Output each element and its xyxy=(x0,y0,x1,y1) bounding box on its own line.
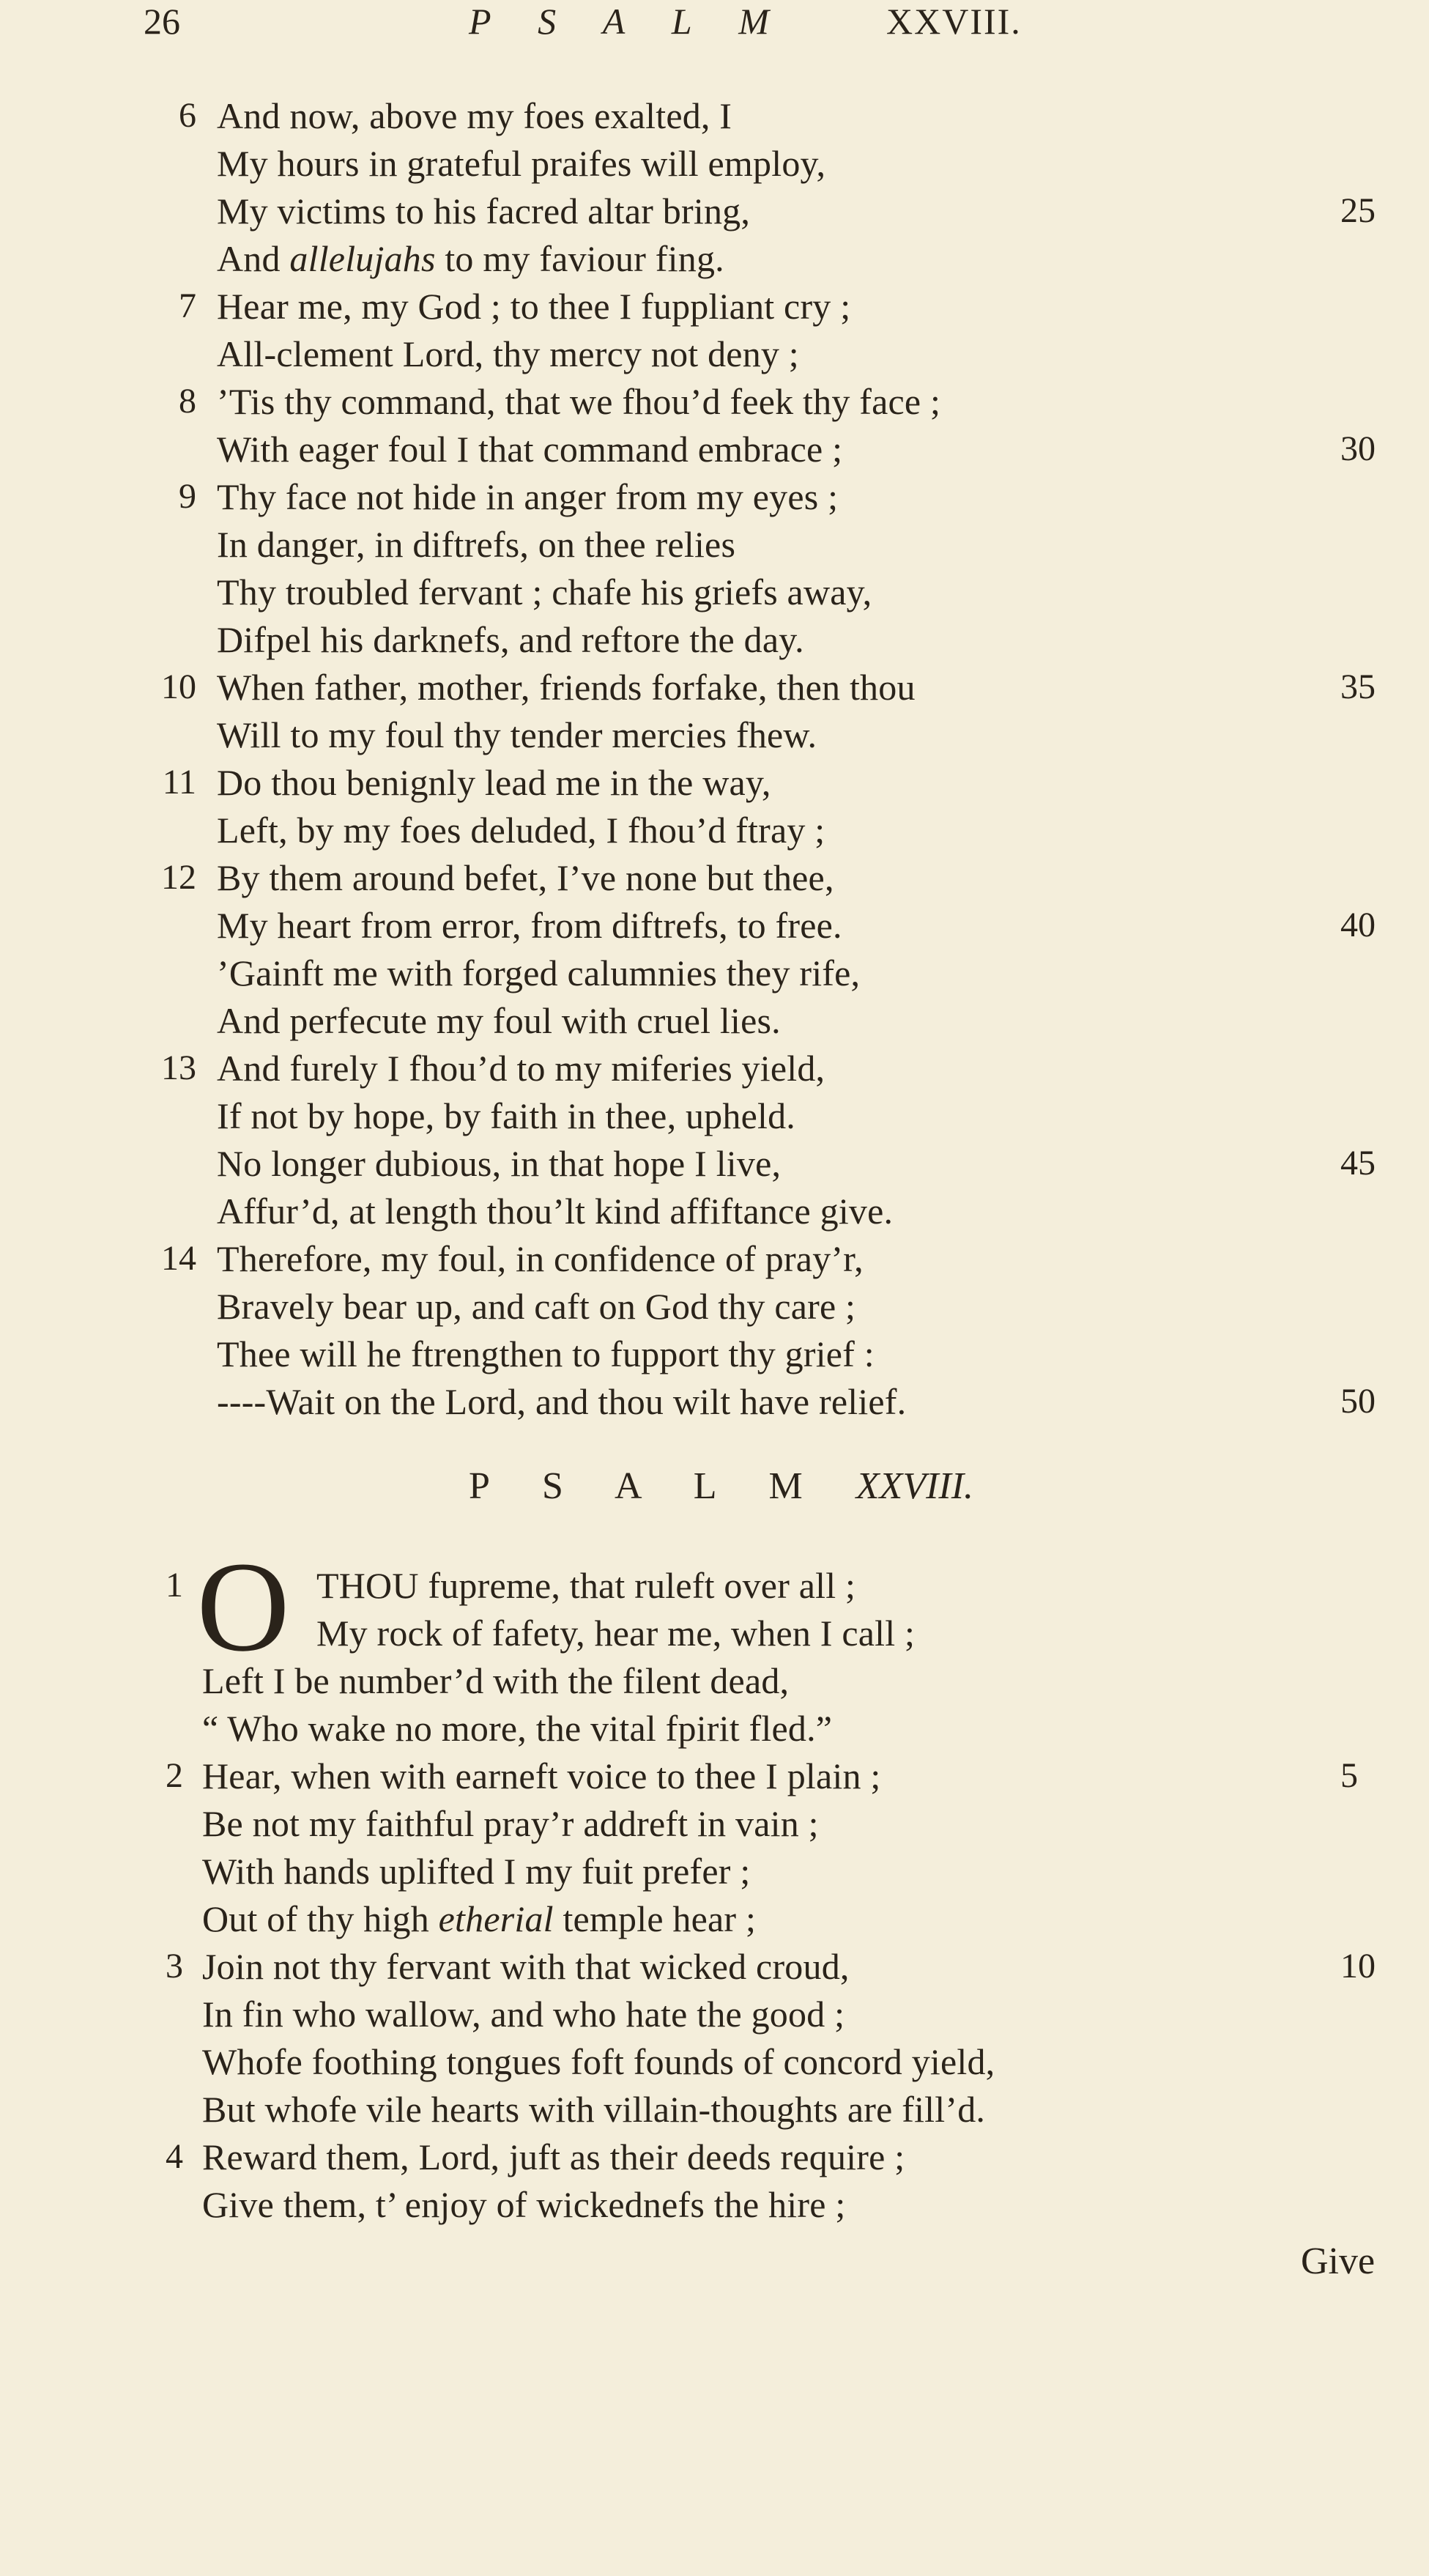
verse-line: Give them, t’ enjoy of wickednefs the hire ; xyxy=(202,2184,846,2225)
verse-line: Whofe foothing tongues foft founds of concord yield, xyxy=(202,2041,995,2082)
verse-line-part: And xyxy=(217,238,290,279)
verse-line: Join not thy fervant with that wicked croud, xyxy=(202,1946,850,1987)
line-number: 50 xyxy=(1340,1382,1376,1421)
verse-line: And perfecute my foul with cruel lies. xyxy=(217,1000,781,1041)
verse-line: Left, by my foes deluded, I fhou’d ftray ; xyxy=(217,810,825,851)
verse-number: 8 xyxy=(179,382,196,421)
verse-line: Hear, when with earneft voice to thee I plain ; xyxy=(202,1755,881,1796)
verse-line: Left I be number’d with the filent dead, xyxy=(202,1660,790,1701)
line-number: 45 xyxy=(1340,1144,1376,1182)
line-number: 35 xyxy=(1340,667,1376,706)
verse-line: Therefore, my foul, in confidence of pray’r, xyxy=(217,1238,864,1279)
verse-line: Affur’d, at length thou’lt kind affiftance give. xyxy=(217,1191,894,1232)
verse-line: In danger, in diftrefs, on thee relies xyxy=(217,524,736,565)
verse-line: Do thou benignly lead me in the way, xyxy=(217,762,771,803)
verse-line: And furely I fhou’d to my miferies yield, xyxy=(217,1048,825,1089)
verse-line xyxy=(202,1897,756,1941)
verse-line: My victims to his facred altar bring, xyxy=(217,190,751,232)
verse-line: Hear me, my God ; to thee I fuppliant cry ; xyxy=(217,286,851,327)
verse-line: Thee will he ftrengthen to fupport thy grief : xyxy=(217,1333,875,1374)
verse-line: My heart from error, from diftrefs, to free. xyxy=(217,905,842,946)
verse-number: 14 xyxy=(161,1239,196,1278)
verse-line: My hours in grateful praifes will employ, xyxy=(217,143,826,184)
verse-line: But whofe vile hearts with villain-thoughts are fill’d. xyxy=(202,2089,986,2130)
verse-line: All-clement Lord, thy mercy not deny ; xyxy=(217,333,799,374)
line-number: 10 xyxy=(1340,1947,1376,1985)
verse-line: Be not my faithful pray’r addreft in vain ; xyxy=(202,1803,819,1844)
verse-line: When father, mother, friends forfake, then thou xyxy=(217,667,916,708)
italic-word: etherial xyxy=(438,1898,554,1939)
verse-line: By them around befet, I’ve none but thee, xyxy=(217,857,834,898)
line-number: 30 xyxy=(1340,429,1376,468)
line-number: 25 xyxy=(1340,191,1376,230)
verse-number: 2 xyxy=(166,1756,183,1795)
verse-line-part: to my faviour fing. xyxy=(435,238,724,279)
drop-cap: O xyxy=(196,1536,290,1679)
verse-line-part: Out of thy high xyxy=(202,1898,439,1939)
psalm-title-word: P S A L M xyxy=(469,1465,825,1507)
psalm-title-number: XXVIII. xyxy=(855,1465,974,1507)
running-title: P S A L M xyxy=(469,1,788,42)
verse-number: 4 xyxy=(166,2137,183,2176)
running-psalm-number: XXVIII. xyxy=(886,1,1022,42)
page-number: 26 xyxy=(144,1,180,42)
verse-line: ’Gainft me with forged calumnies they rife, xyxy=(217,952,861,993)
verse-number: 1 xyxy=(166,1566,183,1605)
verse-line: If not by hope, by faith in thee, upheld. xyxy=(217,1095,795,1136)
verse-line xyxy=(217,237,724,281)
verse-number: 11 xyxy=(162,763,196,802)
verse-line: Thy troubled fervant ; chafe his griefs away, xyxy=(217,571,872,612)
verse-line: Bravely bear up, and caft on God thy care ; xyxy=(217,1286,856,1327)
verse-number: 12 xyxy=(161,858,196,897)
line-number: 5 xyxy=(1340,1756,1358,1795)
verse-line: No longer dubious, in that hope I live, xyxy=(217,1143,782,1184)
verse-number: 3 xyxy=(166,1947,183,1985)
verse-line: With hands uplifted I my fuit prefer ; xyxy=(202,1851,751,1892)
verse-number: 6 xyxy=(179,96,196,135)
verse-line: “ Who wake no more, the vital fpirit fled.” xyxy=(202,1708,833,1749)
verse-line: Reward them, Lord, juft as their deeds require ; xyxy=(202,2136,905,2177)
verse-line: Difpel his darknefs, and reftore the day. xyxy=(217,619,804,660)
verse-line: Will to my foul thy tender mercies fhew. xyxy=(217,714,817,755)
verse-line: And now, above my foes exalted, I xyxy=(217,95,732,136)
catchword: Give xyxy=(1301,2240,1376,2282)
italic-word: allelujahs xyxy=(289,238,436,279)
verse-line: ----Wait on the Lord, and thou wilt have relief. xyxy=(217,1381,907,1422)
verse-number: 7 xyxy=(179,286,196,325)
verse-number: 10 xyxy=(161,667,196,706)
verse-line-part: temple hear ; xyxy=(553,1898,757,1939)
verse-line: In fin who wallow, and who hate the good ; xyxy=(202,1994,845,2035)
verse-line: ’Tis thy command, that we fhou’d feek thy face ; xyxy=(217,381,941,422)
line-number: 40 xyxy=(1340,906,1376,944)
verse-line: Thy face not hide in anger from my eyes ; xyxy=(217,476,839,517)
verse-number: 13 xyxy=(161,1048,196,1087)
psalm-title xyxy=(469,1461,973,1512)
verse-line: My rock of fafety, hear me, when I call ; xyxy=(316,1613,916,1654)
verse-line: With eager foul I that command embrace ; xyxy=(217,429,843,470)
verse-number: 9 xyxy=(179,477,196,516)
verse-line: THOU fupreme, that ruleft over all ; xyxy=(316,1565,856,1606)
